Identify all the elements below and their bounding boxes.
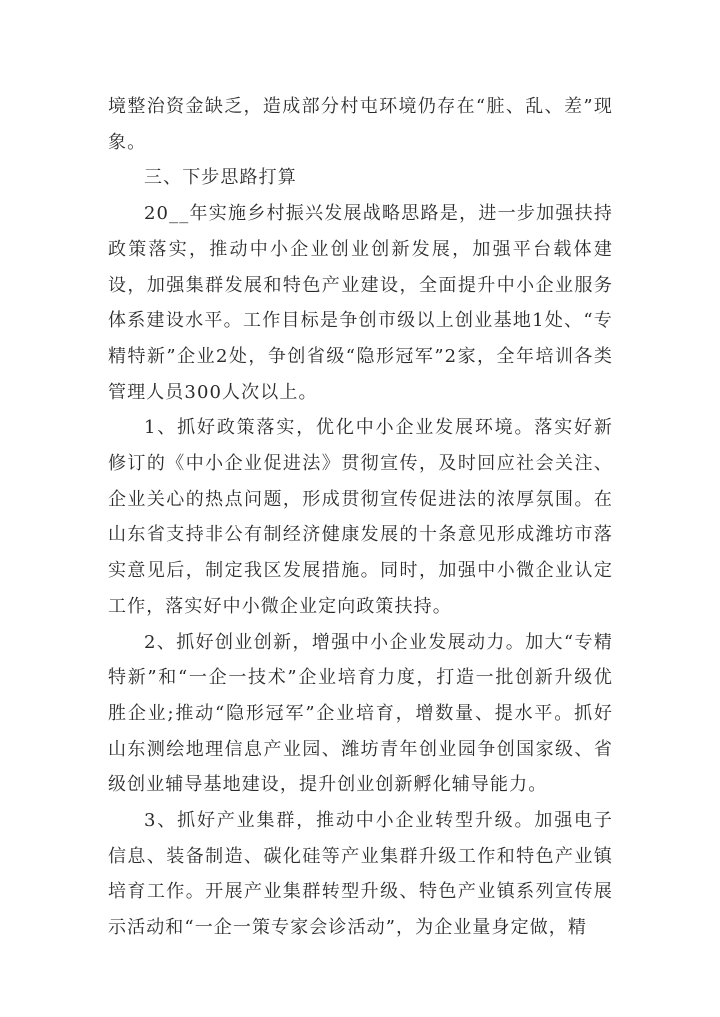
- paragraph-item-1: 1、抓好政策落实，优化中小企业发展环境。落实好新修订的《中小企业促进法》贯彻宣传，及时回应社会关注、企业关心的热点问题，形成贯彻宣传促进法的浓厚氛围。在山东省支持非公有制经济健康发展的十条意见形成潍坊市落实意见后，制定我区发展措施。同时，加强中小微企业认定工作，落实好中小微企业定向政策扶持。: [108, 417, 613, 617]
- paragraph-item-3: 3、抓好产业集群，推动中小企业转型升级。加强电子信息、装备制造、碳化硅等产业集群升级工作和特色产业镇培育工作。开展产业集群转型升级、特色产业镇系列宣传展示活动和“一企一策专家会诊活动”，为企业量身定做，精: [108, 810, 613, 939]
- document-body: [108, 89, 613, 946]
- paragraph-continuation: 境整治资金缺乏，造成部分村屯环境仍存在“脏、乱、差”现象。: [108, 96, 613, 153]
- paragraph-strategy: 20__年实施乡村振兴发展战略思路是，进一步加强扶持政策落实，推动中小企业创业创新发展，加强平台载体建设，加强集群发展和特色产业建设，全面提升中小企业服务体系建设水平。工作目标是争创市级以上创业基地1处、“专精特新”企业2处，争创省级“隐形冠军”2家，全年培训各类管理人员300人次以上。: [108, 203, 613, 403]
- paragraph-item-2: 2、抓好创业创新，增强中小企业发展动力。加大“专精特新”和“一企一技术”企业培育力度，打造一批创新升级优胜企业;推动“隐形冠军”企业培育，增数量、提水平。抓好山东测绘地理信息产业园、潍坊青年创业园争创国家级、省级创业辅导基地建设，提升创业创新孵化辅导能力。: [108, 631, 613, 796]
- section-heading: 三、下步思路打算: [144, 167, 297, 189]
